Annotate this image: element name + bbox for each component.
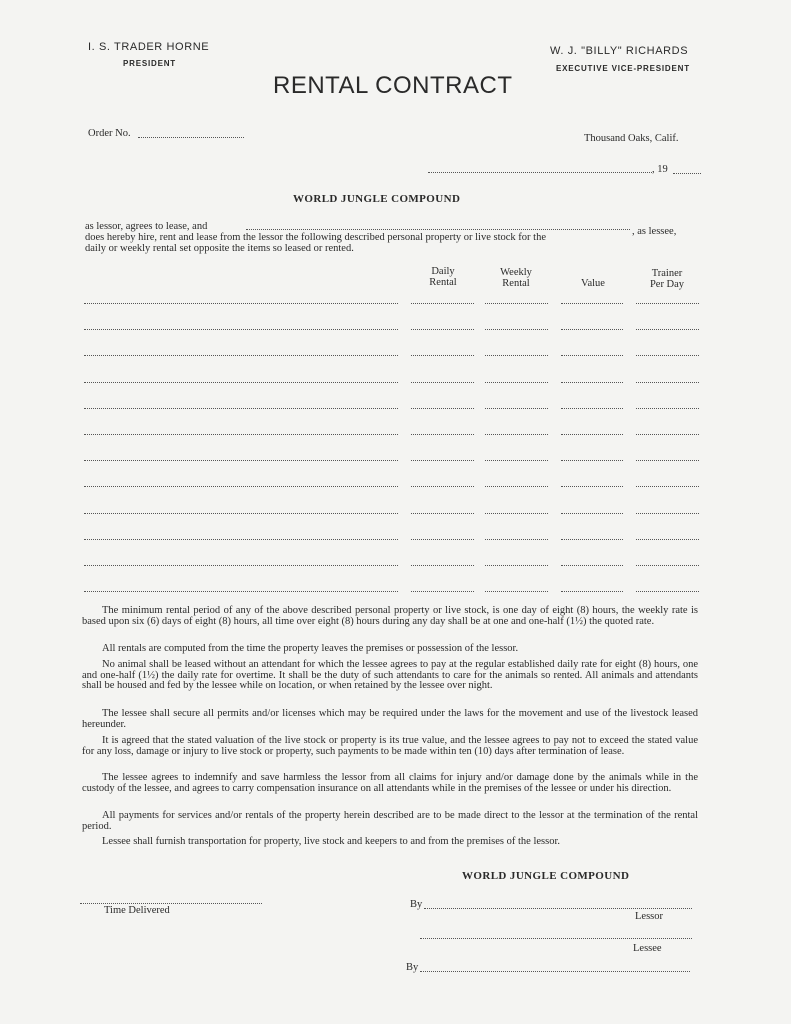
weekly-header-line2: Rental: [502, 278, 530, 289]
trainer-header-line1: Trainer: [651, 268, 683, 279]
location-text: Thousand Oaks, Calif.: [584, 133, 679, 144]
trainer-per-day-field[interactable]: [636, 539, 699, 540]
time-delivered-field[interactable]: [80, 903, 262, 904]
item-description-field[interactable]: [84, 565, 398, 566]
terms-text-3: No animal shall be leased without an attendant for which the lessee agrees to pay at the regular established daily rate for eight (8) hours, one and one-half (1½) the daily rate for overtime. It shall be the duty of such attendants to care for the animals so rented. All animals and attendants shall be housed and fed by the lessee while on location, or when retained by the lessee over night.: [82, 659, 698, 691]
terms-text-2: All rentals are computed from the time the property leaves the premises or possession of the lessor.: [102, 643, 519, 654]
value-field[interactable]: [561, 434, 623, 435]
by-label-1: By: [410, 899, 423, 910]
signature-company: WORLD JUNGLE COMPOUND: [462, 870, 630, 882]
daily-rental-field[interactable]: [411, 513, 474, 514]
weekly-rental-field[interactable]: [485, 408, 548, 409]
weekly-rental-field[interactable]: [485, 591, 548, 592]
trainer-per-day-field[interactable]: [636, 408, 699, 409]
value-field[interactable]: [561, 565, 623, 566]
value-field[interactable]: [561, 460, 623, 461]
weekly-rental-field[interactable]: [485, 513, 548, 514]
by-label-2: By: [406, 962, 419, 973]
daily-rental-field[interactable]: [411, 460, 474, 461]
lease-line-end: , as lessee,: [632, 226, 677, 237]
value-field[interactable]: [561, 486, 623, 487]
vice-president-name: W. J. "BILLY" RICHARDS: [550, 45, 689, 57]
item-description-field[interactable]: [84, 486, 398, 487]
terms-text-6: The lessee agrees to indemnify and save harmless the lessor from all claims for injury and/or damage done by the animals while in the custody of the lessee, and agrees to carry compensation insurance on all attendants while in the premises of the lessee or under his direction.: [82, 772, 698, 794]
terms-text-5: It is agreed that the stated valuation of the live stock or property is its true value, and the lessee agrees to pay not to exceed the stated value for any loss, damage or injury to live stock or property, such payments to be made within ten (10) days after termination of lease.: [82, 735, 698, 757]
item-description-field[interactable]: [84, 382, 398, 383]
vice-president-title: EXECUTIVE VICE-PRESIDENT: [556, 64, 690, 73]
trainer-per-day-field[interactable]: [636, 565, 699, 566]
weekly-header-line1: Weekly: [500, 267, 532, 278]
terms-paragraph-8: [82, 837, 698, 848]
daily-header-line2: Rental: [429, 277, 457, 288]
lease-line-2: does hereby hire, rent and lease from the lessor the following described personal property or live stock for the: [85, 232, 546, 243]
daily-rental-field[interactable]: [411, 408, 474, 409]
weekly-rental-field[interactable]: [485, 565, 548, 566]
terms-paragraph-5: [82, 736, 698, 757]
daily-rental-field[interactable]: [411, 591, 474, 592]
terms-paragraph-4: [82, 709, 698, 730]
value-field[interactable]: [561, 408, 623, 409]
trainer-per-day-field[interactable]: [636, 355, 699, 356]
lessee-signature-field[interactable]: [420, 938, 692, 939]
value-field[interactable]: [561, 329, 623, 330]
weekly-rental-field[interactable]: [485, 486, 548, 487]
trainer-per-day-field[interactable]: [636, 513, 699, 514]
daily-rental-field[interactable]: [411, 355, 474, 356]
daily-rental-header: [412, 266, 474, 288]
lessor-label: Lessor: [635, 911, 663, 922]
weekly-rental-header: [485, 267, 547, 289]
terms-text-7: All payments for services and/or rentals of the property herein described are to be made direct to the lessor at the termination of the rental period.: [82, 810, 698, 832]
date-field[interactable]: [428, 172, 652, 173]
trainer-per-day-field[interactable]: [636, 460, 699, 461]
weekly-rental-field[interactable]: [485, 539, 548, 540]
value-field[interactable]: [561, 513, 623, 514]
lessor-signature-field[interactable]: [424, 908, 692, 909]
lessee-name-field[interactable]: [246, 229, 630, 230]
order-label: Order No.: [88, 128, 131, 139]
year-field[interactable]: [673, 173, 701, 174]
lessee-label: Lessee: [633, 943, 662, 954]
item-description-field[interactable]: [84, 513, 398, 514]
item-description-field[interactable]: [84, 591, 398, 592]
item-description-field[interactable]: [84, 329, 398, 330]
terms-paragraph-7: [82, 811, 698, 832]
terms-paragraph-2: [82, 644, 698, 655]
president-title: PRESIDENT: [123, 59, 176, 68]
value-field[interactable]: [561, 303, 623, 304]
item-description-field[interactable]: [84, 408, 398, 409]
trainer-per-day-field[interactable]: [636, 303, 699, 304]
weekly-rental-field[interactable]: [485, 434, 548, 435]
lessee-by-field[interactable]: [420, 971, 690, 972]
page-title: RENTAL CONTRACT: [273, 72, 513, 99]
item-description-field[interactable]: [84, 460, 398, 461]
terms-text-1: The minimum rental period of any of the above described personal property or live stock, is one day of eight (8) hours, the weekly rate is based upon six (6) days of eight (8) hours, all time over eight (8) hours during any day shall be at one and one-half (1½) the quoted rate.: [82, 605, 698, 627]
terms-paragraph-1: [82, 606, 698, 627]
terms-text-8: Lessee shall furnish transportation for property, live stock and keepers to and from the premises of the lessor.: [102, 836, 560, 847]
weekly-rental-field[interactable]: [485, 460, 548, 461]
trainer-header: [636, 268, 698, 290]
trainer-per-day-field[interactable]: [636, 486, 699, 487]
value-header: Value: [581, 278, 605, 289]
weekly-rental-field[interactable]: [485, 382, 548, 383]
daily-rental-field[interactable]: [411, 329, 474, 330]
trainer-header-line2: Per Day: [649, 279, 685, 290]
president-name: I. S. TRADER HORNE: [88, 41, 210, 53]
daily-rental-field[interactable]: [411, 382, 474, 383]
lease-line-start: as lessor, agrees to lease, and: [85, 221, 208, 232]
time-delivered-label: Time Delivered: [104, 905, 170, 916]
item-description-field[interactable]: [84, 355, 398, 356]
order-number-field[interactable]: [138, 137, 244, 138]
weekly-rental-field[interactable]: [485, 303, 548, 304]
value-field[interactable]: [561, 355, 623, 356]
terms-text-4: The lessee shall secure all permits and/or licenses which may be required under the laws for the movement and use of the livestock leased hereunder.: [82, 708, 698, 730]
trainer-per-day-field[interactable]: [636, 382, 699, 383]
daily-rental-field[interactable]: [411, 539, 474, 540]
company-heading: WORLD JUNGLE COMPOUND: [293, 193, 461, 205]
value-field[interactable]: [561, 591, 623, 592]
daily-rental-field[interactable]: [411, 303, 474, 304]
trainer-per-day-field[interactable]: [636, 434, 699, 435]
daily-rental-field[interactable]: [411, 486, 474, 487]
daily-rental-field[interactable]: [411, 434, 474, 435]
item-description-field[interactable]: [84, 434, 398, 435]
item-description-field[interactable]: [84, 303, 398, 304]
trainer-per-day-field[interactable]: [636, 329, 699, 330]
year-label: , 19: [652, 164, 668, 175]
daily-header-line1: Daily: [431, 266, 455, 277]
weekly-rental-field[interactable]: [485, 329, 548, 330]
item-description-field[interactable]: [84, 539, 398, 540]
daily-rental-field[interactable]: [411, 565, 474, 566]
terms-paragraph-3: [82, 660, 698, 692]
lease-line-3: daily or weekly rental set opposite the items so leased or rented.: [85, 243, 354, 254]
value-field[interactable]: [561, 539, 623, 540]
weekly-rental-field[interactable]: [485, 355, 548, 356]
trainer-per-day-field[interactable]: [636, 591, 699, 592]
terms-paragraph-6: [82, 773, 698, 794]
value-field[interactable]: [561, 382, 623, 383]
